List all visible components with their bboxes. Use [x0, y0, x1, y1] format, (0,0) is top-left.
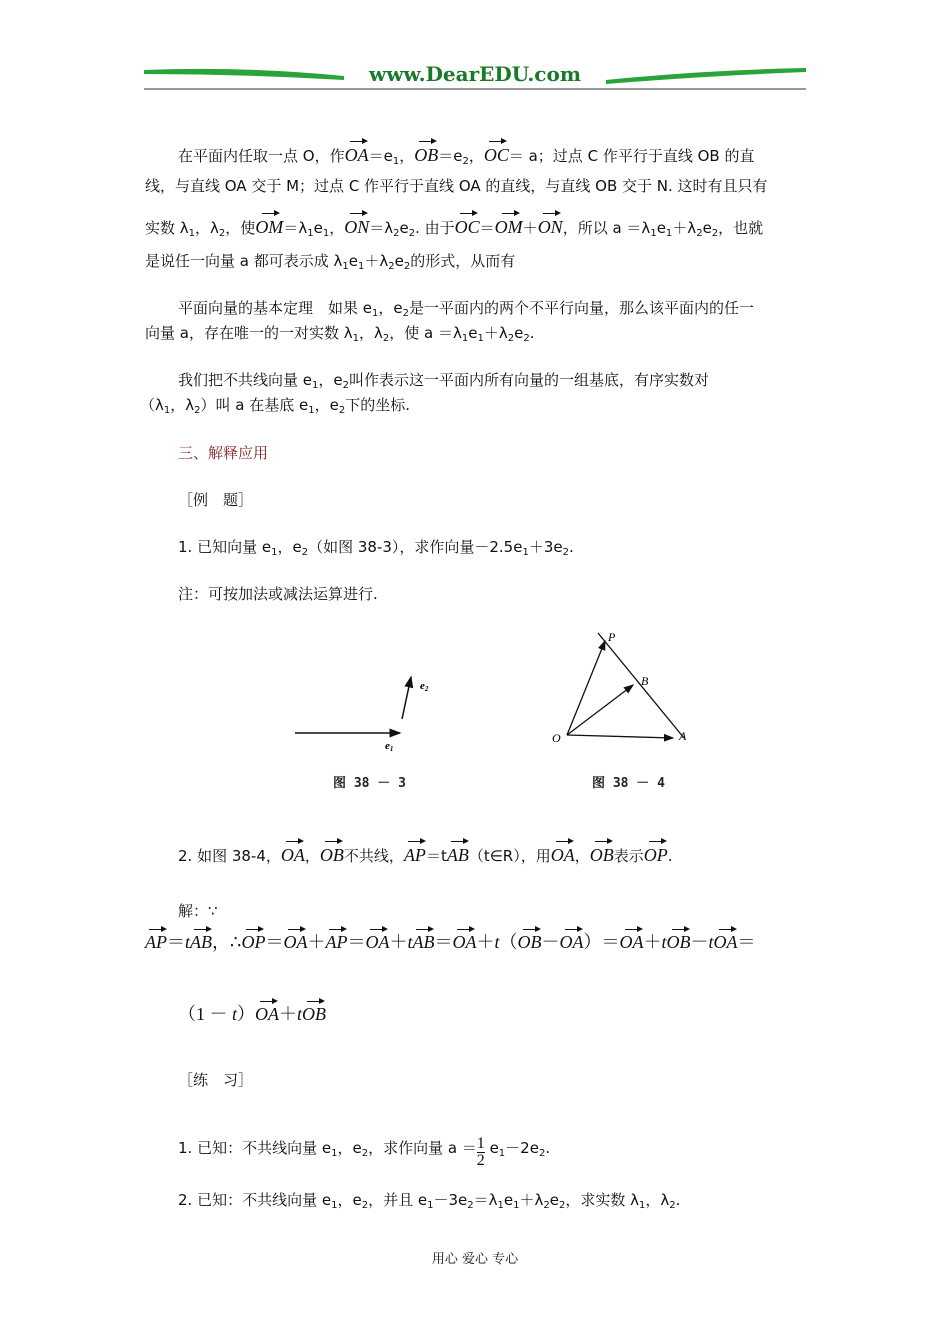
label-P: P [608, 630, 616, 644]
theorem-line2: 向量 a，存在唯一的一对实数 $\lambda_1$，$\lambda_2$，使 $a =\lambda_1e_1+\lambda_2e_2$. [145, 324, 535, 344]
site-url[interactable]: www.DearEDU.com [368, 62, 581, 86]
practice-2: 2. 已知：不共线向量 $e_1$，$e_2$，并且 $e_1-3e_2=\lambda_1e_1+\lambda_2e_2$，求实数 $\lambda_1$，$\lambda_2$. [178, 1191, 681, 1211]
label-O: O [552, 731, 561, 745]
vector-AB: AB [447, 840, 469, 866]
header-banner [144, 62, 806, 92]
vector-OB: OB [414, 140, 438, 166]
practice-1: 1. 已知：不共线向量 $e_1$，$e_2$，求作向量 a ＝ $\frac{1}{2}$ $e_1-2e_2$. [178, 1135, 551, 1169]
basis-line2: （$\lambda_1$，$\lambda_2$）叫 a 在基底 $e_1$，$e_2$下的坐标. [140, 396, 411, 416]
figure-38-3 [290, 665, 450, 765]
example-2: 2. 如图 38-4，OA，OB不共线，AP＝tAB（t∈R），用OA，OB表示OP. [178, 840, 673, 867]
figure-38-4 [545, 625, 705, 755]
examples-title: ［例 题］ [178, 491, 254, 509]
para1-line4: 是说任一向量 a 都可表示成 $\lambda_1e_1+\lambda_2e_2$的形式，从而有 [145, 252, 516, 272]
section-heading: 三、解释应用 [178, 444, 269, 462]
vector-ON: ON [538, 212, 563, 238]
vector-OB: OB [320, 840, 344, 866]
vector-OC: OC [484, 140, 509, 166]
vector-OA: OA [345, 140, 369, 166]
figure-38-3-caption: 图 38 － 3 [333, 776, 406, 791]
solution-line1: AP＝tAB，∴OP＝OA＋AP＝OA＋tAB＝OA＋t（OB－OA）＝OA＋tOB－tOA＝ [145, 928, 756, 954]
footer: 用心 爱心 专心 [431, 1252, 519, 1267]
solution-line2: （1 － t）OA＋tOB [178, 1000, 326, 1026]
para1-line1: 在平面内任取一点 O，作$OA=e_1$，$OB=e_2$，OC＝ a；过点 C 作平行于直线 OB 的直 [178, 140, 754, 173]
para1-line2: 线，与直线 OA 交于 M；过点 C 作平行于直线 OA 的直线，与直线 OB 交于 N. 这时有且只有 [145, 177, 768, 195]
label-e2: e2 [420, 680, 429, 693]
fraction-one-half: $\frac{1}{2}$ [476, 1135, 485, 1169]
label-e1: e1 [385, 740, 394, 753]
vector-ON: ON [344, 212, 369, 238]
theorem-line1: 平面向量的基本定理 如果 $e_1$，$e_2$是一平面内的两个不平行向量，那么该平面内的任一 [178, 299, 754, 319]
vector-OM: OM [495, 212, 523, 238]
vector-OA: OA [281, 840, 305, 866]
example-1: 1. 已知向量 $e_1$，$e_2$（如图 38-3），求作向量$-2.5e_1+3e_2$. [178, 538, 574, 558]
figure-38-4-caption: 图 38 － 4 [592, 776, 665, 791]
solution-label: 解：∵ [178, 902, 218, 920]
label-B: B [641, 674, 649, 688]
vector-OC: OC [455, 212, 480, 238]
vector-OB: OB [590, 840, 614, 866]
para1-line3: 实数 $\lambda_1$，$\lambda_2$，使$OM=\lambda_1e_1$，$ON=\lambda_2e_2$. 由于OC＝OM＋ON，所以 $a =\lambda_1e_1+\lambda_2e_2$，也就 [145, 212, 763, 245]
label-A: A [679, 729, 687, 743]
vector-e2-arrow [402, 677, 411, 719]
vector-OM: OM [255, 212, 283, 238]
vector-OA: OA [551, 840, 575, 866]
vector-OP: OP [644, 840, 668, 866]
note: 注：可按加法或减法运算进行. [178, 585, 378, 603]
vector-AP: AP [404, 840, 426, 866]
vector-OA-arrow [567, 735, 673, 738]
basis-line1: 我们把不共线向量 $e_1$，$e_2$叫作表示这一平面内所有向量的一组基底，有序实数对 [178, 371, 709, 391]
practice-title: ［练 习］ [178, 1071, 254, 1089]
